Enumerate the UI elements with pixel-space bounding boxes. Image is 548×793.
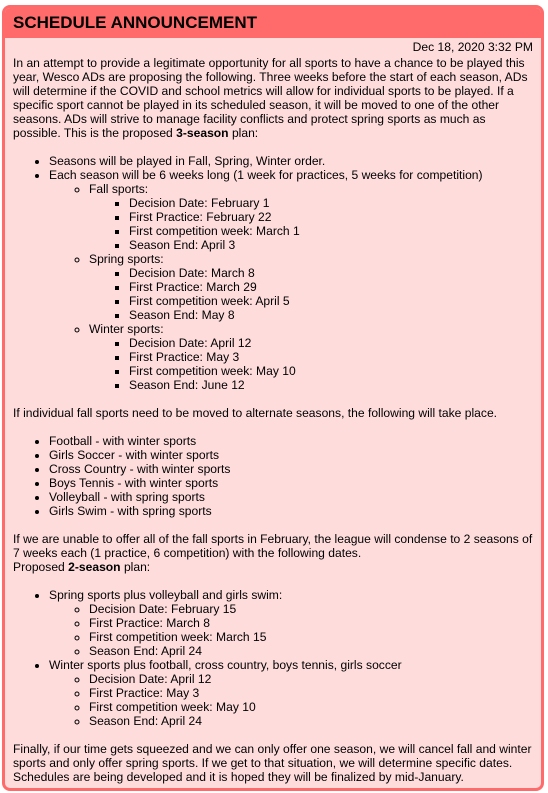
- season-name: Winter sports plus football, cross country, boys tennis, girls soccer: [49, 658, 402, 672]
- condense-paragraph: [13, 532, 533, 574]
- list-item: ▪ Season End: April 3: [129, 238, 533, 252]
- list-item: ◦ Decision Date: April 12: [89, 672, 533, 686]
- season-item: [89, 182, 533, 252]
- list-item: • Girls Soccer - with winter sports: [49, 448, 533, 462]
- date-list: [89, 336, 533, 392]
- post-date: Dec 18, 2020 3:32 PM: [412, 40, 533, 54]
- announcement-header: [5, 8, 541, 38]
- list-item: ◦ First competition week: May 10: [89, 700, 533, 714]
- season-name: Spring sports:: [89, 252, 164, 266]
- list-item: ◦ First competition week: March 15: [89, 630, 533, 644]
- list-item: ▪ Season End: June 12: [129, 378, 533, 392]
- list-item: ▪ First competition week: March 1: [129, 224, 533, 238]
- date-list: [49, 602, 533, 658]
- season-name: Winter sports:: [89, 322, 164, 336]
- intro-bold: 3-season: [176, 126, 229, 140]
- plan-length: Each season will be 6 weeks long (1 week for practices, 5 weeks for competition): [49, 168, 483, 182]
- date-list: [89, 196, 533, 252]
- condense-bold: 2-season: [68, 560, 121, 574]
- list-item: ▪ First competition week: April 5: [129, 294, 533, 308]
- condense-text: If we are unable to offer all of the fall sports in February, the league will condense to 2 seasons of 7 weeks each (1 practice, 6 competition) with the following dates.: [13, 532, 533, 560]
- list-item: ◦ First Practice: May 3: [89, 686, 533, 700]
- list-item: • Seasons will be played in Fall, Spring, Winter order.: [49, 154, 533, 168]
- intro-text: In an attempt to provide a legitimate opportunity for all sports to have a chance to be played this year, Wesco ADs are proposing the following. Three weeks before the start of each season, ADs will determine if the COVID and school metrics will allow for individual sports to be played. If a specific sport cannot be played in its scheduled season, it will be moved to one of the other seasons. ADs will strive to manage facility conflicts and protect spring sports as much as possible. This is the proposed: [13, 56, 528, 140]
- list-item: ▪ Decision Date: March 8: [129, 266, 533, 280]
- list-item: ◦ Decision Date: February 15: [89, 602, 533, 616]
- list-item: ▪ First competition week: May 10: [129, 364, 533, 378]
- list-item: • Football - with winter sports: [49, 434, 533, 448]
- announcement-panel: [2, 5, 544, 791]
- list-item: ▪ First Practice: May 3: [129, 350, 533, 364]
- season-item: [89, 322, 533, 392]
- list-item: ▪ First Practice: February 22: [129, 210, 533, 224]
- list-item: • Cross Country - with winter sports: [49, 462, 533, 476]
- announcement-body: [5, 38, 541, 784]
- moved-sports-list: [13, 434, 533, 518]
- move-paragraph: If individual fall sports need to be moved to alternate seasons, the following will take place.: [13, 406, 498, 420]
- date-list: [49, 672, 533, 728]
- list-item: • Girls Swim - with spring sports: [49, 504, 533, 518]
- condense-proposed: Proposed: [13, 560, 69, 574]
- announcement-title: SCHEDULE ANNOUNCEMENT: [13, 13, 257, 32]
- list-item: • Volleyball - with spring sports: [49, 490, 533, 504]
- list-item: • Boys Tennis - with winter sports: [49, 476, 533, 490]
- season-item: [49, 658, 533, 728]
- list-item: ▪ Season End: May 8: [129, 308, 533, 322]
- condense-after: plan:: [120, 560, 151, 574]
- intro-after: plan:: [228, 126, 259, 140]
- two-season-plan-list: [13, 588, 533, 728]
- list-item: [49, 168, 533, 392]
- date-list: [89, 266, 533, 322]
- closing-paragraph: Finally, if our time gets squeezed and we can only offer one season, we will cancel fall and winter sports and only offer spring sports. If we get to that situation, we will determine specific dates. Schedules are being developed and it is hoped they will be finalized by mid-January.: [13, 742, 532, 784]
- season-item: [49, 588, 533, 658]
- three-season-plan-list: [13, 154, 533, 392]
- list-item: ◦ Season End: April 24: [89, 714, 533, 728]
- season-item: [89, 252, 533, 322]
- list-item: ▪ Decision Date: February 1: [129, 196, 533, 210]
- intro-paragraph: [13, 56, 533, 140]
- season-name: Spring sports plus volleyball and girls swim:: [49, 588, 283, 602]
- list-item: ▪ Decision Date: April 12: [129, 336, 533, 350]
- list-item: ◦ Season End: April 24: [89, 644, 533, 658]
- season-name: Fall sports:: [89, 182, 149, 196]
- list-item: ▪ First Practice: March 29: [129, 280, 533, 294]
- season-list: [49, 182, 533, 392]
- list-item: ◦ First Practice: March 8: [89, 616, 533, 630]
